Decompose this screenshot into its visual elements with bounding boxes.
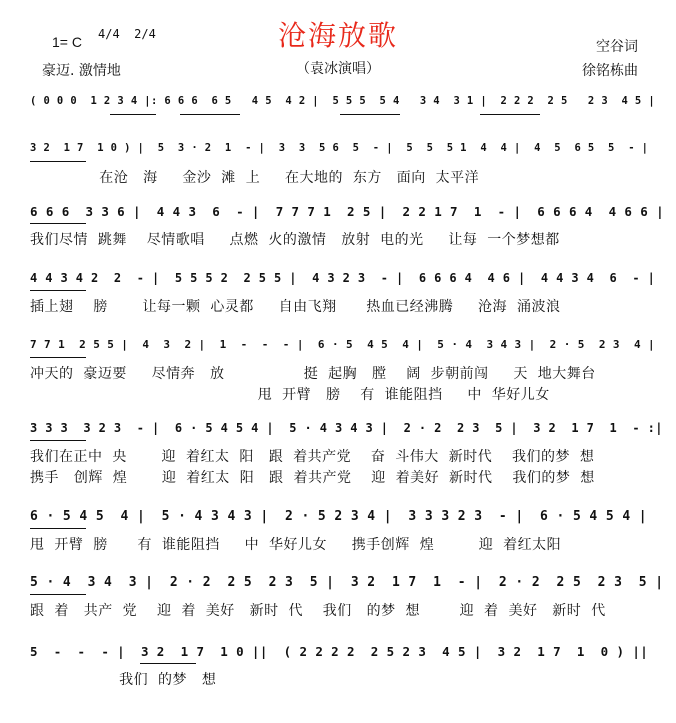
lyric-row-6-verse-2: 携手 创辉 煌 迎 着红太 阳 跟 着共产党 迎 着美好 新时代 我们的梦 想 (30, 470, 595, 486)
notation-row-7: 6 · 5 4 5 4 | 5 · 4 3 4 3 | 2 · 5 2 3 4 | 3 3 3 2 3 - | 6 · 5 4 5 4 | (30, 509, 647, 524)
lyric-row-7: 甩 开臂 膀 有 谁能阻挡 中 华好儿女 携手创辉 煌 迎 着红太阳 (30, 537, 562, 553)
lyric-row-3: 我们尽情 跳舞 尽情歌唱 点燃 火的激情 放射 电的光 让每 一个梦想都 (30, 232, 560, 248)
composer-credit: 徐铭栋曲 (582, 63, 638, 79)
lyricist-credit: 空谷词 (596, 39, 638, 55)
notation-row-9: 5 - - - | 3 2 1 7 1 0 || ( 2 2 2 2 2 5 2 3 4 5 | 3 2 1 7 1 0 ) || (30, 644, 649, 659)
key-signature: 1= C (52, 34, 82, 50)
lyric-row-4: 插上翅 膀 让每一颗 心灵都 自由飞翔 热血已经沸腾 沧海 涌波浪 (30, 299, 561, 315)
beam-underline (180, 114, 240, 115)
beam-underline (30, 528, 86, 529)
beam-underline (30, 357, 86, 358)
performer-subtitle: （袁冰演唱） (296, 61, 380, 77)
beam-underline (30, 290, 86, 291)
beam-underline (30, 440, 86, 441)
beam-underline (480, 114, 540, 115)
beam-underline (140, 663, 196, 664)
notation-row-4: 4 4 3 4 2 2 - | 5 5 5 2 2 5 5 | 4 3 2 3 - | 6 6 6 4 4 6 | 4 4 3 4 6 - | (30, 271, 656, 285)
song-title: 沧海放歌 (277, 19, 398, 52)
lyric-row-5-verse-2: 甩 开臂 膀 有 谁能阻挡 中 华好儿女 (30, 387, 550, 403)
lyric-row-8: 跟 着 共产 党 迎 着 美好 新时 代 我们 的梦 想 迎 着 美好 新时 代 (30, 603, 606, 619)
notation-row-1: ( 0 0 0 1 2 3 4 |: 6 6 6 6 5 4 5 4 2 | 5 5 5 5 4 3 4 3 1 | 2 2 2 2 5 2 3 4 5 | (30, 95, 656, 107)
time-signatures: 4/4 2/4 (98, 27, 156, 41)
notation-row-6: 3 3 3 3 2 3 - | 6 · 5 4 5 4 | 5 · 4 3 4 3 | 2 · 2 2 3 5 | 3 2 1 7 1 - :| (30, 421, 663, 435)
notation-row-3: 6 6 6 3 3 6 | 4 4 3 6 - | 7 7 7 1 2 5 | 2 2 1 7 1 - | 6 6 6 4 4 6 6 | (30, 204, 665, 219)
beam-underline (30, 223, 86, 224)
beam-underline (30, 161, 86, 162)
beam-underline (340, 114, 400, 115)
beam-underline (30, 594, 86, 595)
notation-row-8: 5 · 4 3 4 3 | 2 · 2 2 5 2 3 5 | 3 2 1 7 1 - | 2 · 2 2 5 2 3 5 | (30, 575, 664, 590)
beam-underline (110, 114, 156, 115)
lyric-row-2: 在沧 海 金沙 滩 上 在大地的 东方 面向 太平洋 (30, 170, 480, 186)
lyric-row-5-verse-1: 冲天的 豪迈要 尽情奔 放 挺 起胸 膛 阔 步朝前闯 天 地大舞台 (30, 366, 596, 382)
notation-row-5: 7 7 1 2 5 5 | 4 3 2 | 1 - - - | 6 · 5 4 5 4 | 5 · 4 3 4 3 | 2 · 5 2 3 4 | (30, 338, 656, 351)
performance-style: 豪迈. 激情地 (42, 63, 121, 79)
notation-row-2: 3 2 1 7 1 0 ) | 5 3 · 2 1 - | 3 3 5 6 5 - | 5 5 5 1 4 4 | 4 5 6 5 5 - | (30, 142, 649, 154)
lyric-row-9: 我们 的梦 想 (30, 672, 217, 688)
lyric-row-6-verse-1: 我们在正中 央 迎 着红太 阳 跟 着共产党 奋 斗伟大 新时代 我们的梦 想 (30, 449, 595, 465)
